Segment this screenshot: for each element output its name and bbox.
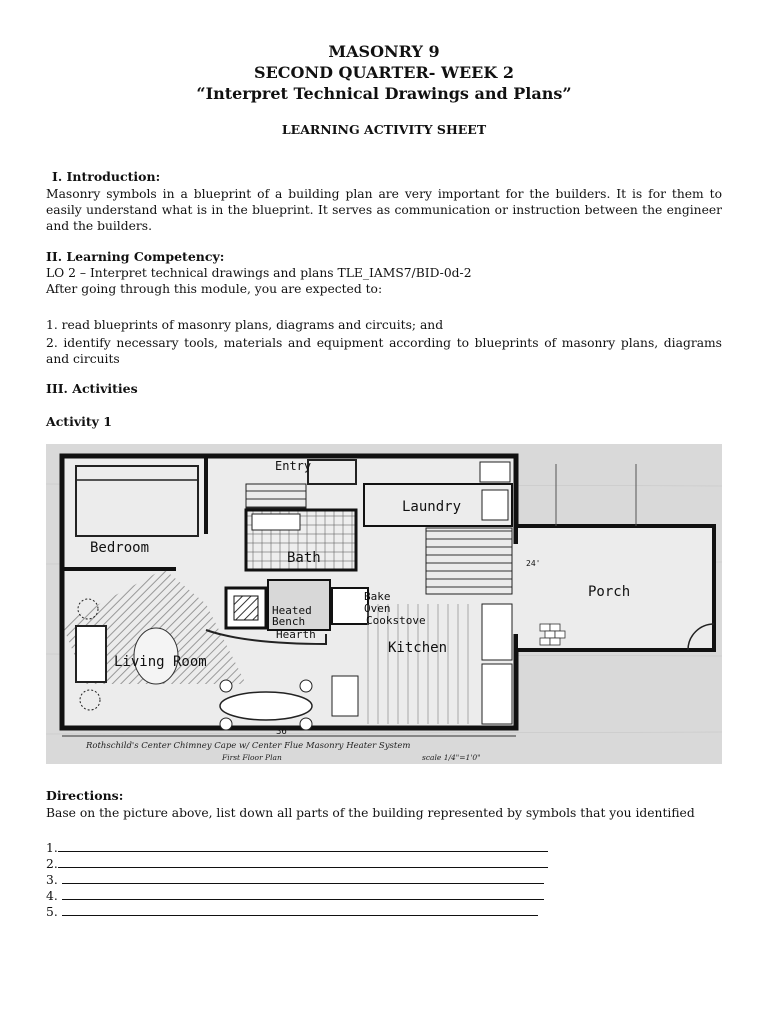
- room-label-bake-oven: Bake: [364, 590, 391, 603]
- answer-line-3[interactable]: 3.: [46, 871, 544, 888]
- dimension-width: 36': [276, 727, 293, 737]
- floor-plan-image: [46, 444, 722, 764]
- answer-line-4[interactable]: 4.: [46, 887, 544, 904]
- competency-after: After going through this module, you are expected to:: [46, 282, 383, 296]
- directions-text: Base on the picture above, list down all parts of the building represented by symbols that you identified: [46, 806, 695, 820]
- room-label-bedroom: Bedroom: [90, 540, 150, 556]
- room-label-kitchen: Kitchen: [388, 640, 448, 656]
- room-label-entry: Entry: [275, 459, 312, 473]
- document-title: MASONRY 9: [328, 42, 440, 61]
- competency-lo: LO 2 – Interpret technical drawings and plans TLE_IAMS7/BID-0d-2: [46, 266, 472, 280]
- objective-item: 2. identify necessary tools, materials and equipment according to blueprints of masonry plans, diagrams and circuits: [46, 336, 722, 366]
- objective-item: 1. read blueprints of masonry plans, diagrams and circuits; and: [46, 318, 444, 332]
- room-label-laundry: Laundry: [402, 499, 462, 515]
- dimension-depth: 24': [526, 559, 541, 568]
- room-label-heated-bench: Heated: [272, 604, 312, 617]
- plan-caption: Rothschild's Center Chimney Cape w/ Center Flue Masonry Heater System: [86, 741, 411, 751]
- room-label-living-room: Living Room: [114, 654, 207, 670]
- room-label-bake-oven: Oven: [364, 602, 391, 615]
- directions-heading: Directions:: [46, 788, 124, 803]
- activity-1-heading: Activity 1: [46, 414, 112, 429]
- answer-line-1[interactable]: 1.: [46, 839, 548, 856]
- intro-paragraph: Masonry symbols in a blueprint of a building plan are very important for the builders. It is for them to easily understand what is in the blueprint. It serves as communication or instruction between the engineer and the builders.: [46, 187, 722, 233]
- plan-caption-floor: First Floor Plan: [222, 753, 282, 762]
- room-label-hearth: Hearth: [276, 628, 316, 641]
- room-label-bath: Bath: [287, 550, 321, 566]
- answer-line-2[interactable]: 2.: [46, 855, 548, 872]
- room-label-porch: Porch: [588, 584, 631, 600]
- room-label-heated-bench: Bench: [272, 615, 306, 628]
- activities-heading: III. Activities: [46, 381, 138, 396]
- competency-heading: II. Learning Competency:: [46, 249, 225, 264]
- topic-heading: “Interpret Technical Drawings and Plans”: [196, 84, 572, 103]
- sheet-heading: LEARNING ACTIVITY SHEET: [281, 122, 487, 137]
- intro-heading: I. Introduction:: [52, 169, 161, 184]
- plan-caption-scale: scale 1/4"=1'0": [422, 753, 481, 762]
- room-label-cookstove: Cookstove: [366, 614, 426, 627]
- quarter-heading: SECOND QUARTER- WEEK 2: [254, 63, 514, 82]
- answer-line-5[interactable]: 5.: [46, 903, 538, 920]
